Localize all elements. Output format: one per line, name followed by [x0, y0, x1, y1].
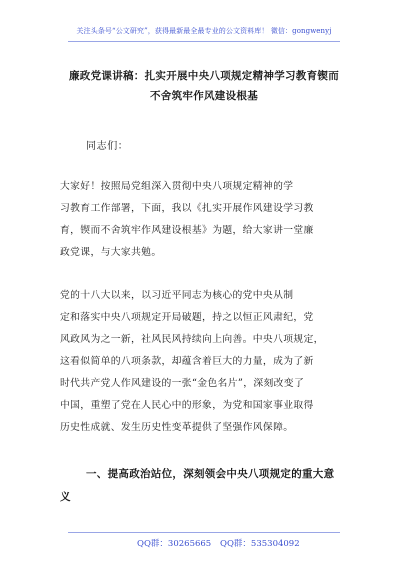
paragraph-1-line: 育，锲而不舍筑牢作风建设根基》为题，给大家讲一堂廉 [60, 225, 314, 236]
page-header: 关注头条号“公文研究”，获得最新最全最专业的公文资料库！ 微信：gongwenyj [76, 27, 332, 35]
paragraph-2-line: 风政风为之一新，社风民风持续向上向善。中央八项规定， [60, 334, 324, 345]
salutation: 同志们： [86, 141, 129, 152]
paragraph-2-line: 定和落实中央八项规定开局破题，持之以恒正风肃纪，党 [60, 312, 314, 323]
paragraph-1-line: 习教育工作部署，下面，我以《扎实开展作风建设学习教 [60, 203, 314, 214]
paragraph-2-line: 中国，重塑了党在人民心中的形象，为党和国家事业取得 [60, 400, 314, 411]
footer-qq-group-1: QQ群：30265665 [137, 539, 212, 549]
header-divider [68, 41, 340, 42]
footer-qq-group-2: QQ群：535304092 [220, 539, 300, 549]
paragraph-2-line: 这看似简单的八项条款，却蕴含着巨大的力量，成为了新 [60, 356, 314, 367]
footer-divider [68, 532, 340, 533]
document-title-line-1: 廉政党课讲稿：扎实开展中央八项规定精神学习教育锲而 [69, 70, 339, 82]
document-title-line-2: 不舍筑牢作风建设根基 [150, 90, 258, 102]
section-heading-line-2: 义 [60, 491, 71, 503]
paragraph-1-line: 大家好！按照局党组深入贯彻中央八项规定精神的学 [60, 181, 294, 192]
paragraph-2-line: 党的十八大以来，以习近平同志为核心的党中央从制 [60, 290, 294, 301]
paragraph-2-line: 历史性成就、发生历史性变革提供了坚强作风保障。 [60, 422, 294, 433]
section-heading-line-1: 一、提高政治站位，深刻领会中央八项规定的重大意 [86, 468, 335, 480]
paragraph-1-line: 政党课，与大家共勉。 [60, 247, 162, 258]
paragraph-2-line: 时代共产党人作风建设的一张“金色名片”，深刻改变了 [60, 378, 305, 389]
